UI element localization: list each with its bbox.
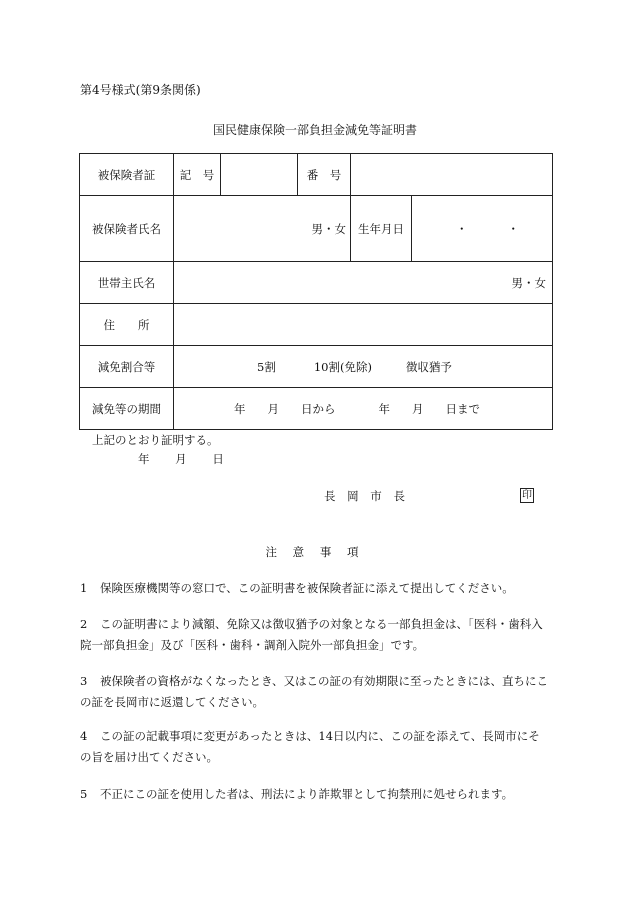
- birthdate-separator-1: ・: [456, 221, 468, 236]
- note-text: 不正にこの証を使用した者は、刑法により詐欺罪として拘禁刑に処せられます。: [100, 787, 514, 801]
- period-month-1: 月: [267, 401, 279, 416]
- period-label: 減免等の期間: [80, 388, 174, 430]
- birthdate-separator-2: ・: [507, 221, 519, 236]
- note-number: 4: [80, 729, 88, 743]
- note-number: 1: [80, 581, 88, 595]
- note-number: 3: [80, 674, 88, 688]
- reduction-rate-field: [174, 346, 553, 388]
- householder-label: 世帯主氏名: [80, 262, 174, 304]
- period-from: 日から: [301, 401, 336, 416]
- insured-name-label: 被保険者氏名: [80, 196, 174, 262]
- period-year-2: 年: [378, 401, 390, 416]
- notes-title: 注 意 事 項: [265, 545, 365, 559]
- number-field[interactable]: [351, 154, 553, 196]
- insured-card-label: 被保険者証: [80, 154, 174, 196]
- note-number: 5: [80, 787, 88, 801]
- period-month-2: 月: [412, 401, 424, 416]
- insured-name-field[interactable]: [174, 196, 350, 261]
- row-householder: [80, 262, 553, 304]
- reduction-rate-label: 減免割合等: [80, 346, 174, 388]
- address-label: 住 所: [80, 304, 174, 346]
- certificate-table: [79, 153, 553, 430]
- date-year: 年: [138, 452, 150, 466]
- note-text: この証明書により減額、免除又は徴収猶予の対象となる一部負担金は、「医科・歯科入院一部負担金」及び「医科・歯科・調剤入院外一部負担金」です。: [80, 617, 543, 652]
- row-period: [80, 388, 553, 430]
- period-to: 日まで: [445, 401, 480, 416]
- note-text: 被保険者の資格がなくなったとき、又はこの証の有効期限に至ったときには、直ちにこの証を長岡市に返還してください。: [80, 674, 549, 709]
- rate-option-full[interactable]: 10割(免除): [313, 359, 372, 374]
- note-text: この証の記載事項に変更があったときは、14日以内に、この証を添えて、長岡市にその旨を届け出てください。: [80, 729, 540, 764]
- note-number: 2: [80, 617, 88, 631]
- rate-option-half[interactable]: 5割: [257, 359, 276, 374]
- period-field[interactable]: [174, 388, 553, 430]
- birthdate-label: 生年月日: [350, 196, 412, 261]
- number-label: 番 号: [298, 154, 351, 196]
- mayor-label: 長 岡 市 長: [324, 489, 409, 503]
- insured-gender[interactable]: 男・女: [311, 221, 346, 236]
- document-title: 国民健康保険一部負担金減免等証明書: [212, 123, 417, 137]
- rate-option-deferral[interactable]: 徴収猶予: [405, 359, 452, 374]
- address-field[interactable]: [174, 304, 553, 346]
- note-item: [80, 726, 550, 768]
- certify-text: 上記のとおり証明する。: [92, 433, 219, 447]
- birthdate-field[interactable]: [412, 196, 552, 261]
- note-item: [80, 614, 550, 656]
- symbol-label: 記 号: [174, 154, 221, 196]
- householder-field[interactable]: [174, 262, 553, 304]
- insured-name-cell: [174, 196, 553, 262]
- period-year-1: 年: [234, 401, 246, 416]
- row-insured-card: [80, 154, 553, 196]
- date-line: [138, 451, 224, 467]
- note-item: [80, 671, 550, 713]
- date-day: 日: [212, 452, 224, 466]
- note-item: [80, 578, 550, 599]
- date-month: 月: [175, 452, 187, 466]
- note-item: [80, 784, 550, 805]
- row-insured-name: [80, 196, 553, 262]
- symbol-field[interactable]: [221, 154, 298, 196]
- note-text: 保険医療機関等の窓口で、この証明書を被保険者証に添えて提出してください。: [100, 581, 514, 595]
- row-address: [80, 304, 553, 346]
- seal-stamp: [520, 487, 534, 503]
- form-number: 第4号様式(第9条関係): [80, 83, 201, 97]
- householder-gender[interactable]: 男・女: [511, 275, 546, 290]
- row-reduction-rate: [80, 346, 553, 388]
- seal-char: 印: [522, 490, 532, 501]
